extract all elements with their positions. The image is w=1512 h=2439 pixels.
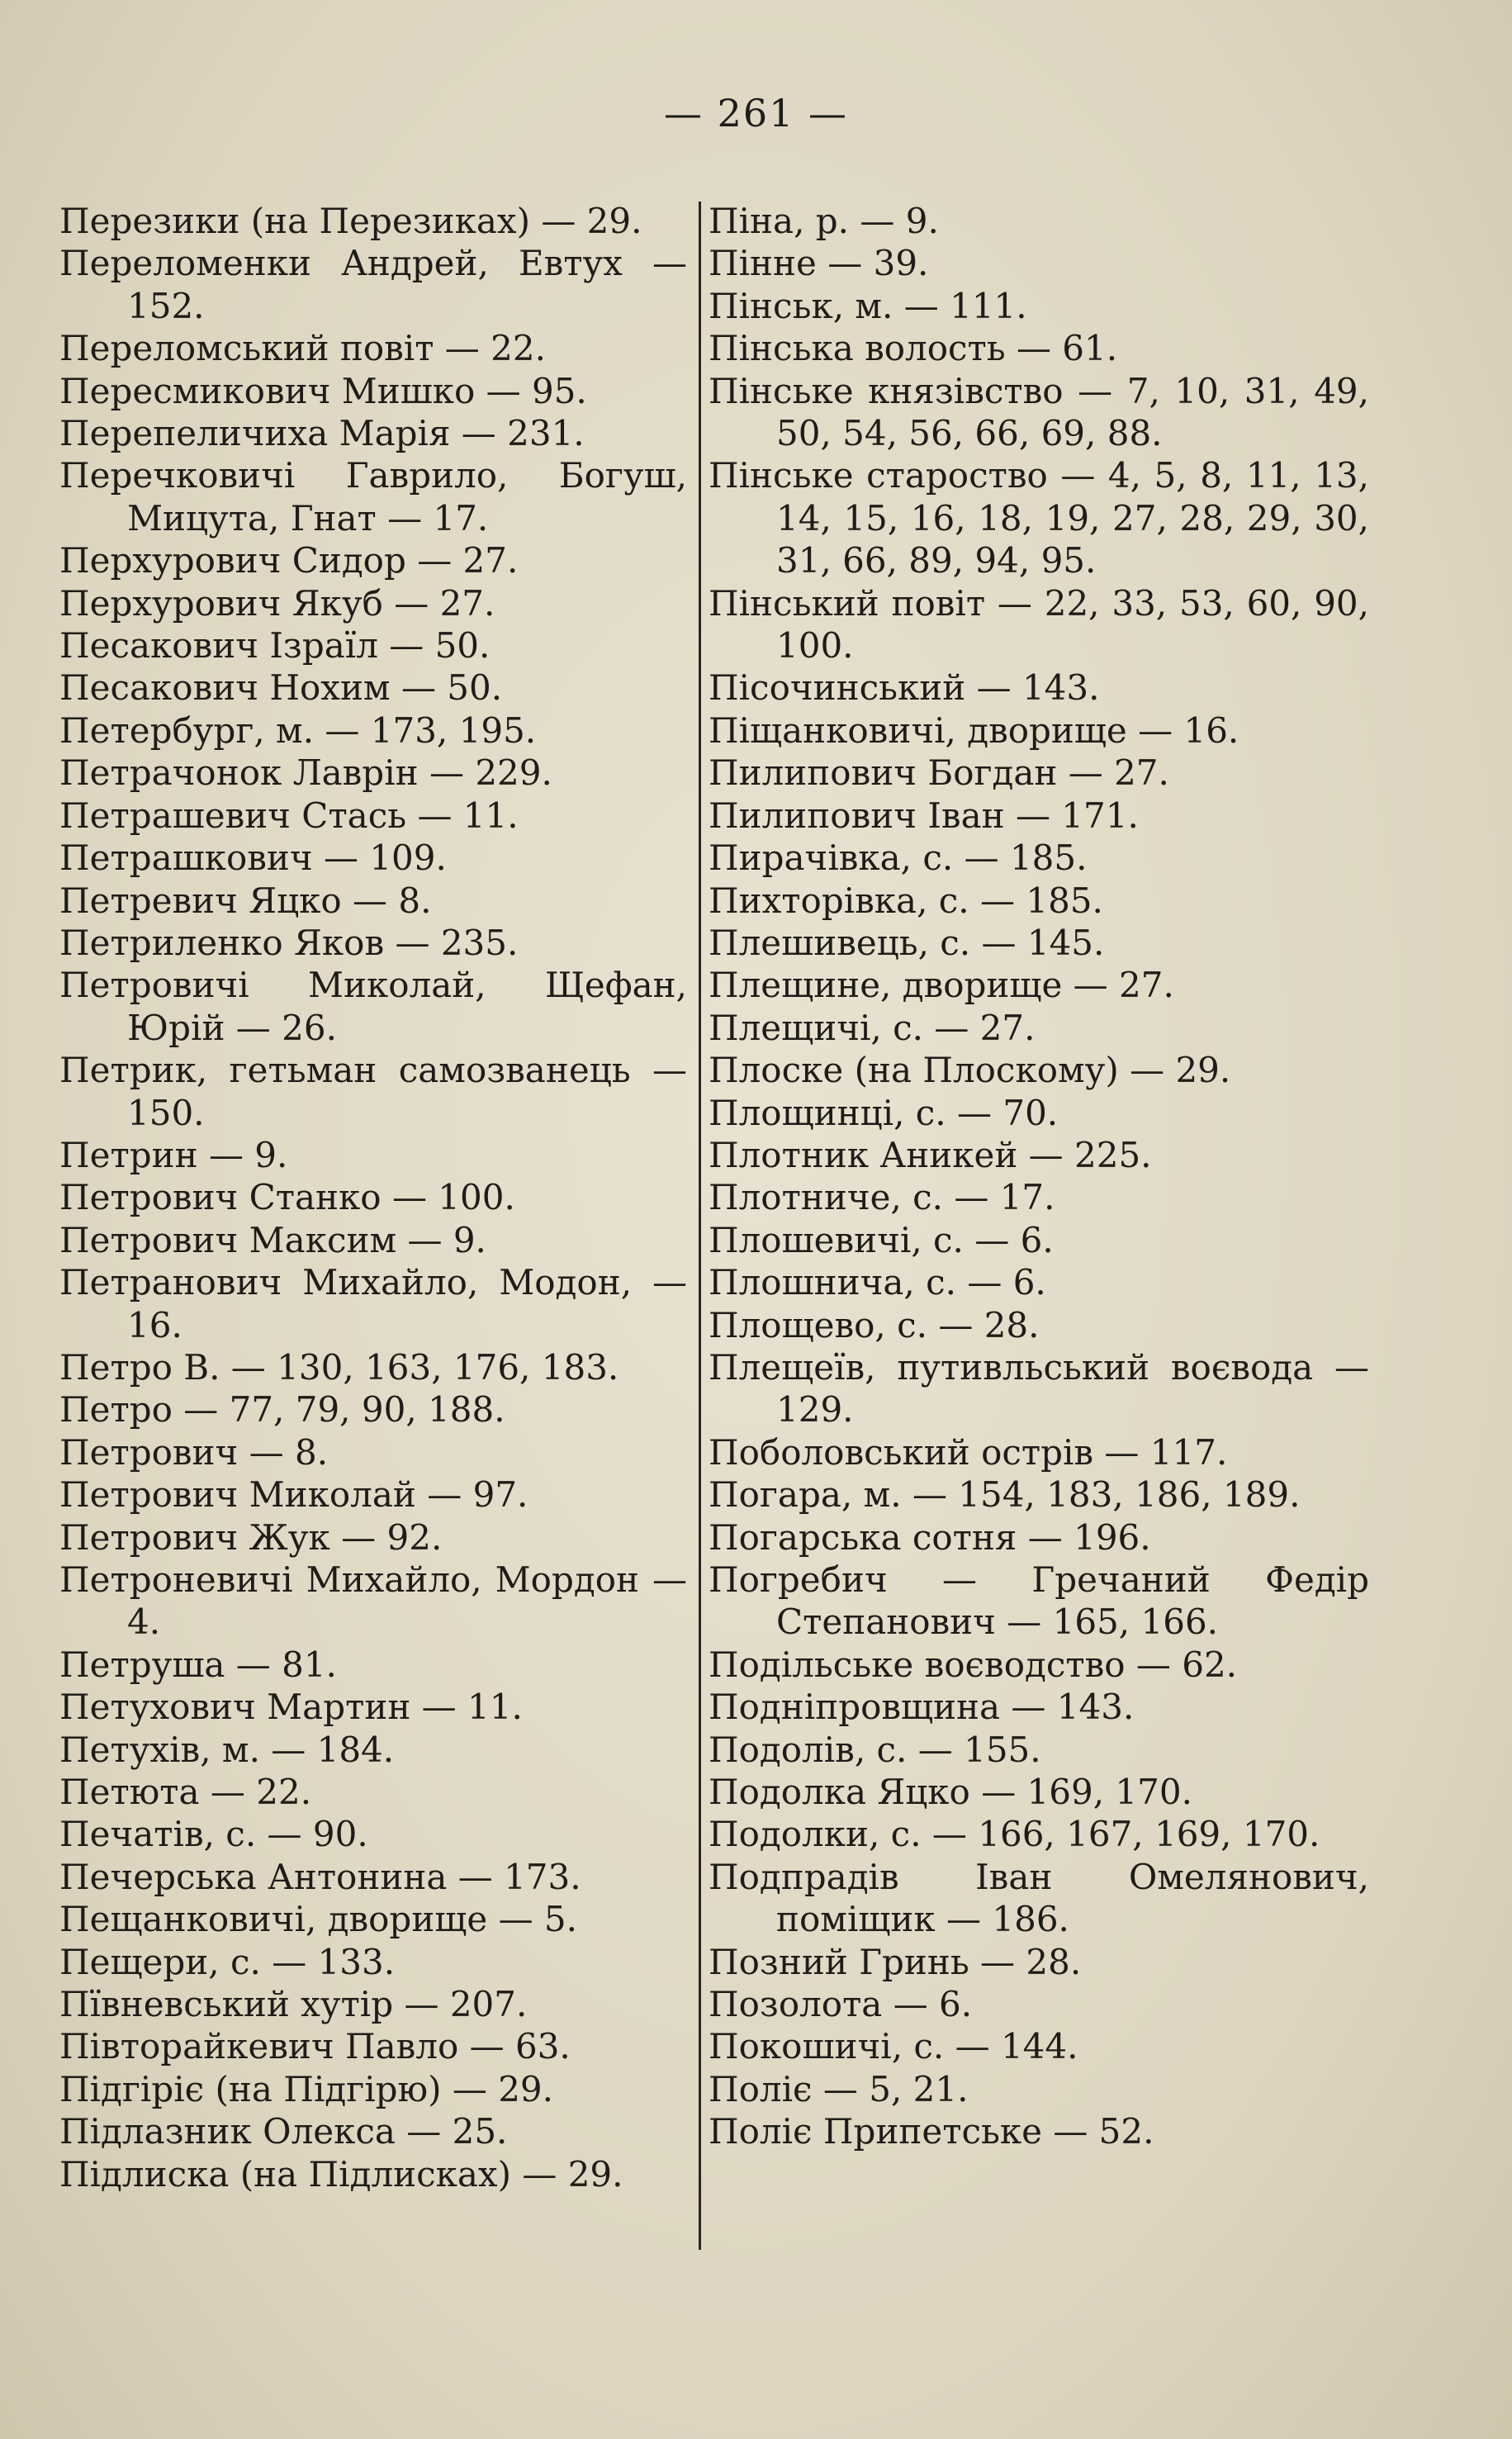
page-number: — 261 — — [663, 91, 849, 135]
index-entry: Петухів, м. — 184. — [59, 1729, 395, 1770]
index-entry: Петрович — 8. — [59, 1431, 329, 1473]
index-entry: Петранович Михайло, Модон, — 16. — [59, 1262, 687, 1345]
index-entry: Пилипович Богдан — 27. — [709, 752, 1169, 794]
index-entry: Пївневський хутір — 207. — [59, 1984, 528, 2025]
index-entry: Погарська сотня — 196. — [709, 1516, 1151, 1558]
index-entry: Петрович Максим — 9. — [59, 1219, 486, 1260]
index-entry: Пересмикович Мишко — 95. — [59, 370, 587, 411]
index-entry: Петрович Жук — 92. — [59, 1516, 443, 1558]
index-entry: Погара, м. — 154, 183, 186, 189. — [709, 1474, 1301, 1516]
index-entry: Пещанковичі, дворище — 5. — [59, 1899, 577, 1940]
index-entry: Позолота — 6. — [709, 1984, 973, 2025]
index-entry: Поболовський острів — 117. — [709, 1431, 1228, 1473]
index-entry: Плещеїв, путивльський воєвода — 129. — [709, 1346, 1369, 1431]
index-entry: Підлиска (на Підлисках) — 29. — [59, 2153, 623, 2195]
index-entry: Переломенки Андрей, Евтух — 152. — [59, 243, 687, 326]
index-entry: Подолів, с. — 155. — [709, 1729, 1041, 1770]
index-entry: Позний Гринь — 28. — [709, 1941, 1082, 1982]
index-entry: Піна, р. — 9. — [709, 201, 939, 241]
index-entry: Плешивець, с. — 145. — [709, 922, 1105, 963]
index-entry: Пісочинський — 143. — [709, 667, 1100, 709]
index-entry: Плошевичі, с. — 6. — [709, 1219, 1054, 1260]
index-entry: Півторайкевич Павло — 63. — [59, 2026, 571, 2067]
index-entry: Пінне — 39. — [709, 243, 929, 284]
index-entry: Подолки, с. — 166, 167, 169, 170. — [709, 1814, 1320, 1855]
index-entry: Перезики (на Перезиках) — 29. — [59, 201, 642, 241]
index-entry: Підлазник Олекса — 25. — [59, 2111, 508, 2152]
index-entry: Пінський повіт — 22, 33, 53, 60, 90, 100. — [709, 582, 1369, 667]
index-entry: Перепеличиха Марія — 231. — [59, 413, 585, 454]
index-entry: Пирачівка, с. — 185. — [709, 838, 1088, 879]
index-entry: Пінськ, м. — 111. — [709, 285, 1027, 326]
index-entry: Петро В. — 130, 163, 176, 183. — [59, 1346, 619, 1388]
index-entry: Петрович Миколай — 97. — [59, 1474, 528, 1516]
index-entry: Пихторівка, с. — 185. — [709, 880, 1103, 921]
index-entry: Підгіріє (на Підгірю) — 29. — [59, 2068, 554, 2109]
index-entry: Петрашкович — 109. — [59, 838, 447, 879]
index-entry: Петрачонок Лаврін — 229. — [59, 752, 552, 794]
index-entry: Петруша — 81. — [59, 1644, 337, 1685]
index-entry: Плошнича, с. — 6. — [709, 1262, 1046, 1303]
index-entry: Плотник Аникей — 225. — [709, 1134, 1152, 1175]
index-entry: Петрашевич Стась — 11. — [59, 795, 519, 836]
index-entry: Петриленко Яков — 235. — [59, 922, 519, 963]
index-entry: Петревич Яцко — 8. — [59, 880, 432, 921]
index-entry: Піщанковичі, дворище — 16. — [709, 709, 1239, 751]
index-entry: Пилипович Іван — 171. — [709, 795, 1139, 836]
index-entry: Песакович Ізраїл — 50. — [59, 625, 491, 667]
index-entry: Площево, с. — 28. — [709, 1304, 1040, 1345]
index-entry: Подолка Яцко — 169, 170. — [709, 1772, 1192, 1813]
index-entry: Подніпровщина — 143. — [709, 1687, 1135, 1728]
index-entry: Перхурович Якуб — 27. — [59, 582, 495, 624]
index-entry: Петроневичі Михайло, Мордон — 4. — [59, 1559, 687, 1643]
index-entry: Плоске (на Плоскому) — 29. — [709, 1050, 1231, 1091]
index-entry: Печерська Антонина — 173. — [59, 1856, 581, 1897]
index-entry: Плотниче, с. — 17. — [709, 1177, 1055, 1218]
index-entry: Подільське воєводство — 62. — [709, 1644, 1238, 1685]
index-entry: Пещери, с. — 133. — [59, 1941, 396, 1982]
index-column-right — [709, 200, 1369, 2153]
index-entry: Пінське староство — 4, 5, 8, 11, 13, 14, 15, 16, 18, 19, 27, 28, 29, 30, 31, 66, 89, 94, 95. — [709, 455, 1369, 581]
index-entry: Плещичі, с. — 27. — [709, 1007, 1036, 1048]
index-entry: Петрович Станко — 100. — [59, 1177, 515, 1218]
index-entry: Пінська волость — 61. — [709, 328, 1118, 369]
column-divider — [699, 202, 701, 2250]
index-entry: Перечковичі Гаврило, Богуш, Мицута, Гнат — 17. — [59, 455, 687, 539]
index-entry: Петрик, гетьман самозванець — 150. — [59, 1050, 687, 1133]
index-column-left — [59, 200, 687, 2195]
index-entry: Петухович Мартин — 11. — [59, 1687, 523, 1728]
index-entry: Петро — 77, 79, 90, 188. — [59, 1389, 505, 1431]
index-entry: Печатів, с. — 90. — [59, 1814, 368, 1855]
index-entry: Переломський повіт — 22. — [59, 328, 546, 369]
index-entry: Пінське князівство — 7, 10, 31, 49, 50, 54, 56, 66, 69, 88. — [709, 370, 1369, 454]
index-entry: Подпрадів Іван Омелянович, поміщик — 186. — [709, 1856, 1369, 1940]
index-entry: Петровичі Миколай, Щефан, Юрій — 26. — [59, 965, 687, 1048]
index-entry: Петюта — 22. — [59, 1772, 312, 1813]
index-entry: Поліє — 5, 21. — [709, 2068, 969, 2109]
index-entry: Петрин — 9. — [59, 1134, 288, 1175]
index-entry: Поліє Припетське — 52. — [709, 2111, 1154, 2152]
index-entry: Плещине, дворище — 27. — [709, 965, 1174, 1006]
index-entry: Песакович Нохим — 50. — [59, 667, 503, 709]
index-entry: Площинці, с. — 70. — [709, 1092, 1059, 1133]
index-entry: Погребич — Гречаний Федір Степанович — 165, 166. — [709, 1559, 1369, 1643]
index-entry: Перхурович Сидор — 27. — [59, 540, 519, 581]
index-entry: Покошичі, с. — 144. — [709, 2026, 1078, 2067]
index-entry: Петербург, м. — 173, 195. — [59, 709, 537, 751]
